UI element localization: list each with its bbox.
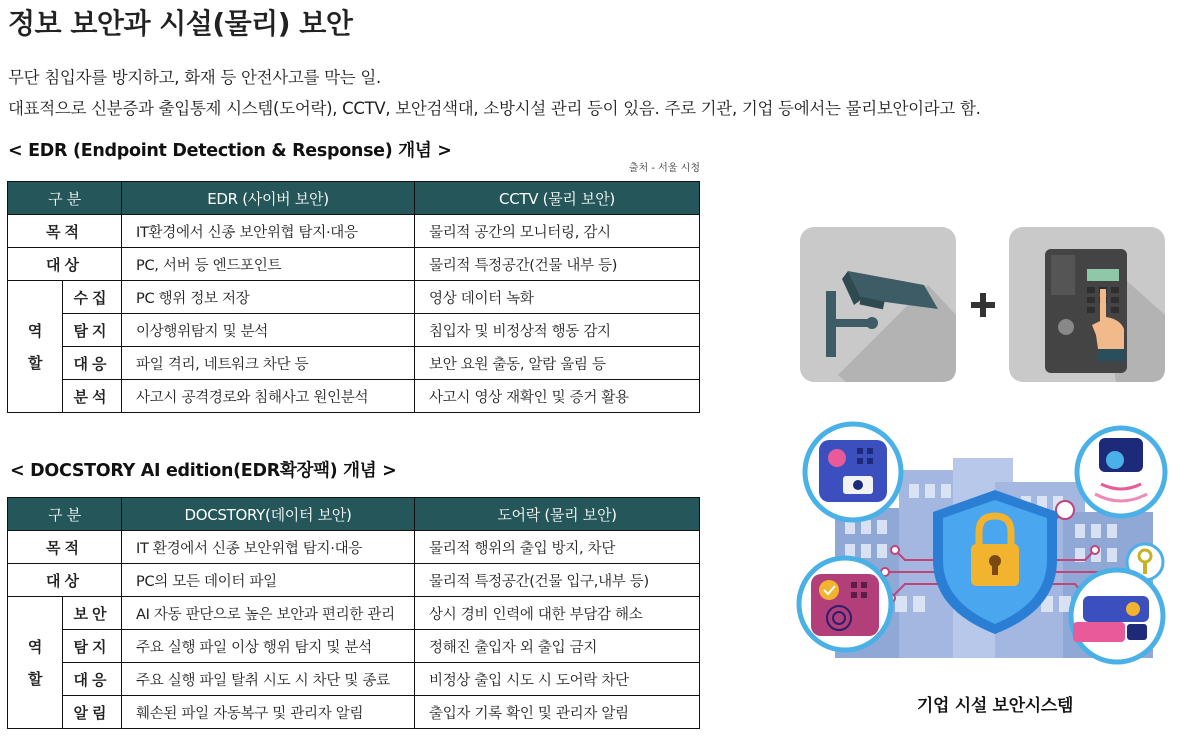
row-subcategory: 보안 bbox=[63, 597, 122, 630]
role-label bbox=[8, 281, 63, 413]
table-header-row bbox=[8, 182, 700, 215]
row-subcategory: 대응 bbox=[63, 347, 122, 380]
table-cell: 물리적 행위의 출입 방지, 차단 bbox=[415, 531, 700, 564]
table-cell: 주요 실행 파일 이상 행위 탐지 및 분석 bbox=[122, 630, 415, 663]
plus-icon bbox=[971, 293, 995, 317]
table-cell: 사고시 영상 재확인 및 증거 활용 bbox=[415, 380, 700, 413]
role-label-char: 역 bbox=[27, 321, 43, 340]
table-row bbox=[8, 630, 700, 663]
header-category: 구 분 bbox=[8, 182, 122, 215]
row-category: 목적 bbox=[8, 531, 122, 564]
table-header-row bbox=[8, 498, 700, 531]
table-row bbox=[8, 597, 700, 630]
table-cell: 상시 경비 인력에 대한 부담감 해소 bbox=[415, 597, 700, 630]
table-cell: 훼손된 파일 자동복구 및 관리자 알림 bbox=[122, 696, 415, 729]
table-row bbox=[8, 564, 700, 597]
table-cell: 비정상 출입 시도 시 도어락 차단 bbox=[415, 663, 700, 696]
table-row bbox=[8, 347, 700, 380]
table-row bbox=[8, 663, 700, 696]
access-card-icon bbox=[805, 424, 901, 520]
intro-line-2: 대표적으로 신분증과 출입통제 시스템(도어락), CCTV, 보안검색대, 소방시설 관리 등이 있음. 주로 기관, 기업 등에서는 물리보안이라고 함. bbox=[8, 99, 981, 118]
page-title: 정보 보안과 시설(물리) 보안 bbox=[8, 7, 353, 40]
table-row bbox=[8, 248, 700, 281]
table-cell: 주요 실행 파일 탈취 시도 시 차단 및 종료 bbox=[122, 663, 415, 696]
table-cell: 정해진 출입자 외 출입 금지 bbox=[415, 630, 700, 663]
header-category: 구 분 bbox=[8, 498, 122, 531]
role-label-char: 할 bbox=[27, 669, 43, 688]
table-cell: PC 행위 정보 저장 bbox=[122, 281, 415, 314]
role-label bbox=[8, 597, 63, 729]
source-note: 출처 - 서울 시청 bbox=[628, 163, 700, 174]
table-row bbox=[8, 215, 700, 248]
facility-security-illustration bbox=[795, 420, 1173, 682]
table-cell: 보안 요원 출동, 알람 울림 등 bbox=[415, 347, 700, 380]
header-docstory: DOCSTORY(데이터 보안) bbox=[122, 498, 415, 531]
row-subcategory: 분석 bbox=[63, 380, 122, 413]
table-cell: 물리적 공간의 모니터링, 감시 bbox=[415, 215, 700, 248]
table-cell: 물리적 특정공간(건물 내부 등) bbox=[415, 248, 700, 281]
table-cell: AI 자동 판단으로 높은 보안과 편리한 관리 bbox=[122, 597, 415, 630]
row-subcategory: 대응 bbox=[63, 663, 122, 696]
table-cell: 침입자 및 비정상적 행동 감지 bbox=[415, 314, 700, 347]
illustration-caption: 기업 시설 보안시스템 bbox=[916, 696, 1074, 716]
row-subcategory: 탐지 bbox=[63, 630, 122, 663]
table-row bbox=[8, 380, 700, 413]
table-cell: 물리적 특정공간(건물 입구,내부 등) bbox=[415, 564, 700, 597]
row-category: 대상 bbox=[8, 248, 122, 281]
docstory-section-title: < DOCSTORY AI edition(EDR확장팩) 개념 > bbox=[10, 461, 397, 481]
cctv-plus-keypad-illustration bbox=[798, 225, 1168, 385]
header-cctv: CCTV (물리 보안) bbox=[415, 182, 700, 215]
table-row bbox=[8, 696, 700, 729]
table-cell: PC, 서버 등 엔드포인트 bbox=[122, 248, 415, 281]
row-subcategory: 탐지 bbox=[63, 314, 122, 347]
row-subcategory: 알림 bbox=[63, 696, 122, 729]
table-row bbox=[8, 531, 700, 564]
edr-comparison-table bbox=[7, 181, 700, 413]
intro-text bbox=[8, 62, 981, 124]
header-doorlock: 도어락 (물리 보안) bbox=[415, 498, 700, 531]
row-category: 대상 bbox=[8, 564, 122, 597]
row-subcategory: 수집 bbox=[63, 281, 122, 314]
edr-section-title: < EDR (Endpoint Detection & Response) 개념 > bbox=[8, 141, 452, 161]
table-cell: 영상 데이터 녹화 bbox=[415, 281, 700, 314]
cctv-camera-icon bbox=[800, 227, 956, 382]
table-cell: PC의 모든 데이터 파일 bbox=[122, 564, 415, 597]
row-category: 목적 bbox=[8, 215, 122, 248]
role-label-char: 역 bbox=[27, 637, 43, 656]
table-cell: 출입자 기록 확인 및 관리자 알림 bbox=[415, 696, 700, 729]
table-row bbox=[8, 281, 700, 314]
header-edr: EDR (사이버 보안) bbox=[122, 182, 415, 215]
intro-line-1: 무단 침입자를 방지하고, 화재 등 안전사고를 막는 일. bbox=[8, 68, 381, 87]
table-cell: IT환경에서 신종 보안위협 탐지·대응 bbox=[122, 215, 415, 248]
role-label-char: 할 bbox=[27, 353, 43, 372]
table-cell: IT 환경에서 신종 보안위협 탐지·대응 bbox=[122, 531, 415, 564]
security-camera-icon bbox=[1077, 428, 1165, 516]
fingerprint-icon bbox=[799, 558, 891, 650]
door-keypad-icon bbox=[1009, 227, 1165, 382]
docstory-comparison-table bbox=[7, 497, 700, 729]
table-row bbox=[8, 314, 700, 347]
table-cell: 파일 격리, 네트워크 차단 등 bbox=[122, 347, 415, 380]
table-cell: 이상행위탐지 및 분석 bbox=[122, 314, 415, 347]
table-cell: 사고시 공격경로와 침해사고 원인분석 bbox=[122, 380, 415, 413]
id-card-icon bbox=[1071, 570, 1163, 662]
